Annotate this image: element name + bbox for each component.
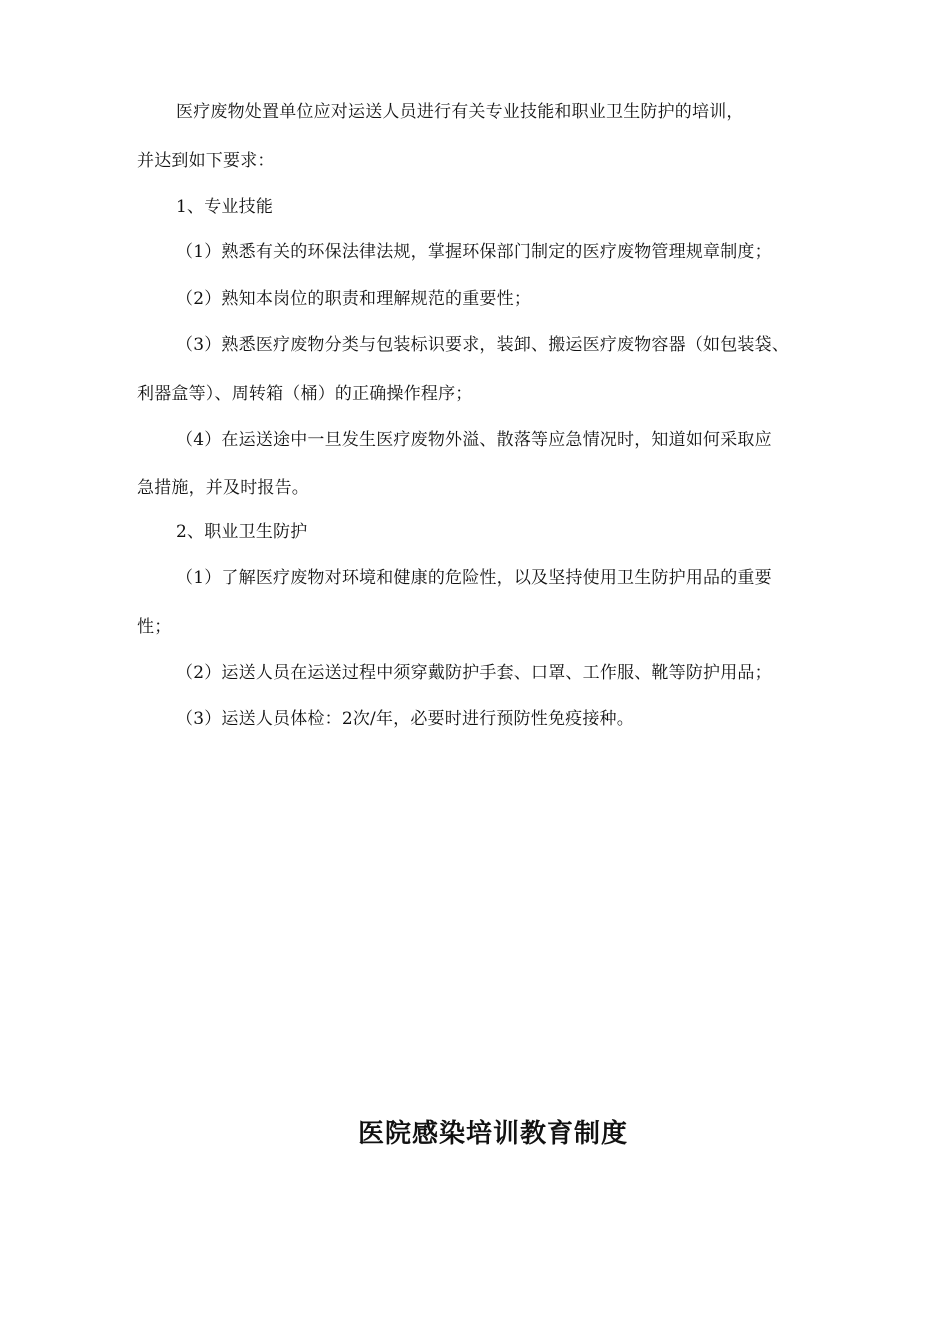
skill-item-4-line-1: （4）在运送途中一旦发生医疗废物外溢、散落等应急情况时，知道如何采取应 xyxy=(176,430,772,450)
document-title: 医院感染培训教育制度 xyxy=(357,1119,628,1149)
paragraph-intro-line-2: 并达到如下要求： xyxy=(137,151,275,171)
skill-item-1: （1）熟悉有关的环保法律法规，掌握环保部门制定的医疗废物管理规章制度； xyxy=(176,242,772,262)
section-heading-occupational-health: 2、职业卫生防护 xyxy=(176,522,308,542)
health-item-1-line-2: 性； xyxy=(137,617,172,637)
paragraph-intro-line-1: 医疗废物处置单位应对运送人员进行有关专业技能和职业卫生防护的培训， xyxy=(176,102,744,122)
health-item-3: （3）运送人员体检：2次/年，必要时进行预防性免疫接种。 xyxy=(176,709,634,729)
skill-item-2: （2）熟知本岗位的职责和理解规范的重要性； xyxy=(176,289,532,309)
health-item-1-line-1: （1）了解医疗废物对环境和健康的危险性，以及坚持使用卫生防护用品的重要 xyxy=(176,568,772,588)
skill-item-4-line-2: 急措施，并及时报告。 xyxy=(137,478,309,498)
health-item-2: （2）运送人员在运送过程中须穿戴防护手套、口罩、工作服、靴等防护用品； xyxy=(176,663,772,683)
skill-item-3-line-2: 利器盒等）、周转箱（桶）的正确操作程序； xyxy=(137,384,473,404)
section-heading-professional-skills: 1、专业技能 xyxy=(176,197,274,217)
skill-item-3-line-1: （3）熟悉医疗废物分类与包装标识要求，装卸、搬运医疗废物容器（如包装袋、 xyxy=(176,335,790,355)
